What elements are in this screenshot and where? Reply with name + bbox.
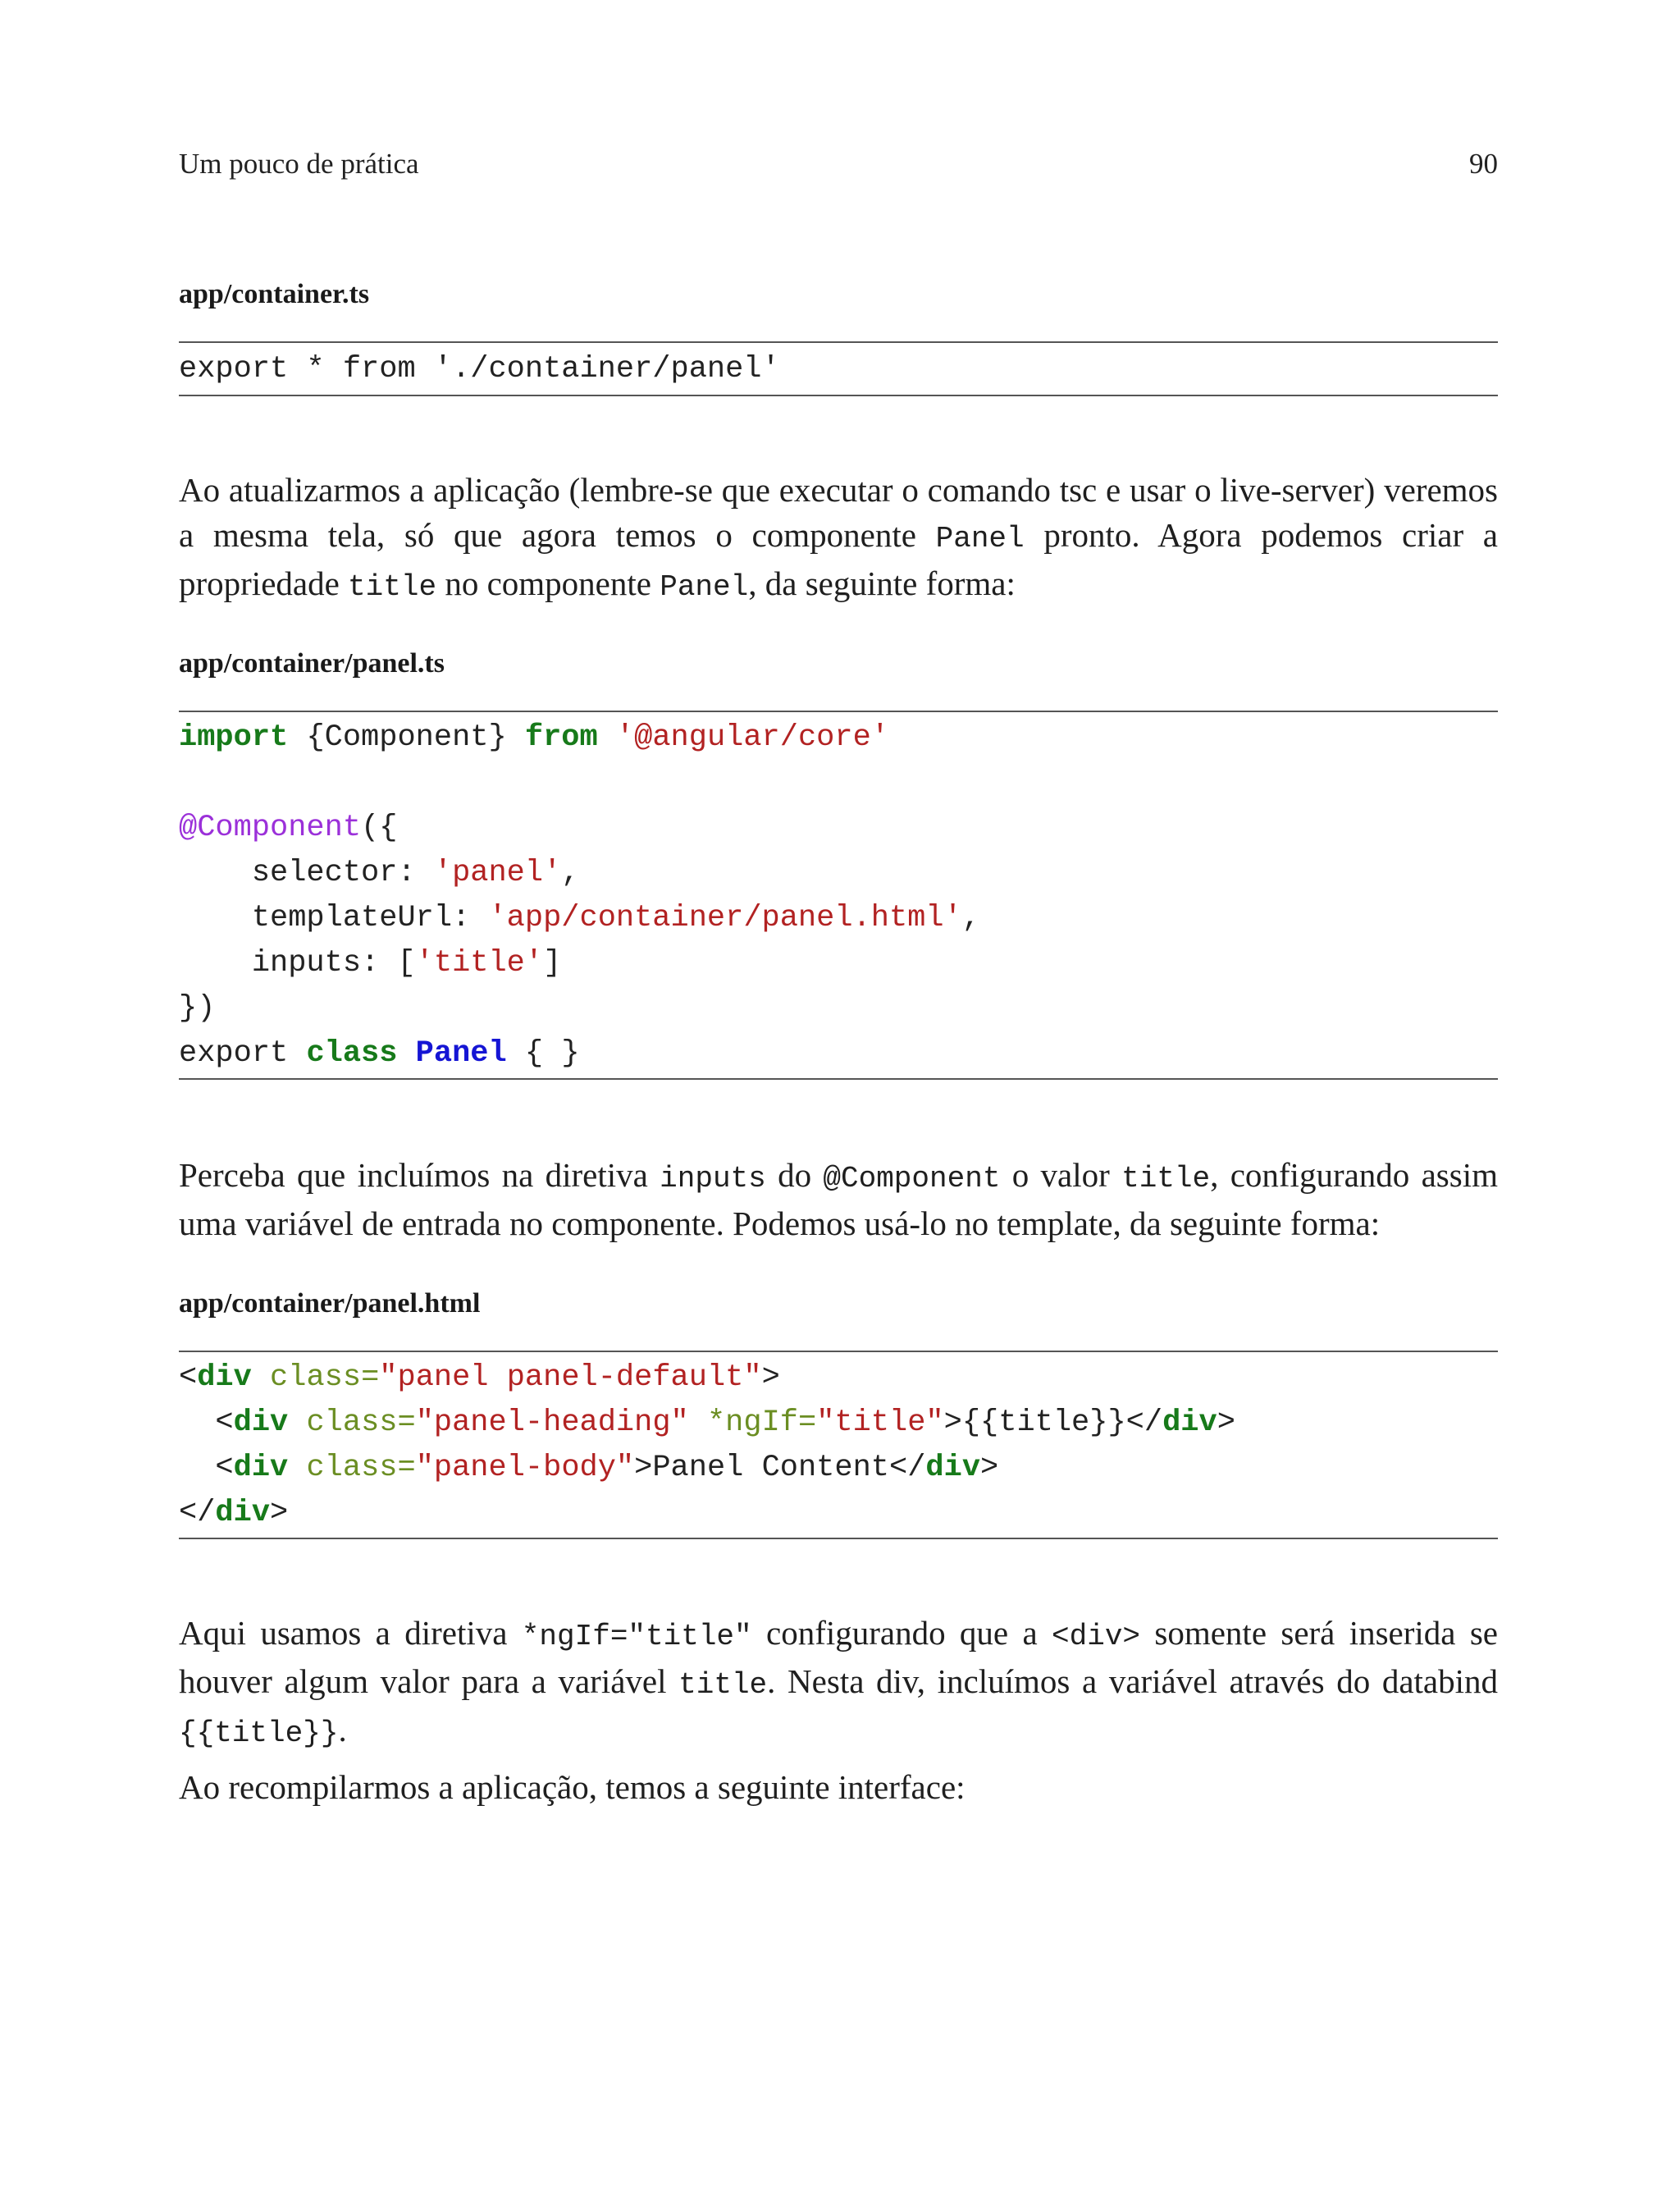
code-text: selector: (179, 856, 434, 890)
html-tag: div (215, 1496, 271, 1530)
code-block (179, 1351, 1498, 1539)
code-line-empty (179, 761, 1498, 806)
code-filename: app/container/panel.html (179, 1288, 481, 1319)
code-filename: app/container/panel.ts (179, 648, 445, 679)
text-run: Ao atualizarmos a aplicação (lembre-se que executar o comando tsc e usar o live-server) veremos a mesma tela, só que agora temos o componente (179, 471, 1498, 554)
attribute-value: "panel-body" (415, 1451, 635, 1485)
code-text: ] (543, 946, 562, 981)
html-tag: div (233, 1451, 289, 1485)
inline-code: Panel (660, 570, 749, 604)
inline-code: {{title}} (179, 1716, 339, 1750)
text-run: . Nesta div, incluímos a variável através do databind (767, 1662, 1499, 1700)
string: 'panel' (433, 856, 562, 890)
class-name: Panel (397, 1036, 507, 1071)
code-text: > (1217, 1406, 1235, 1440)
code-line (179, 941, 1498, 986)
html-tag: div (197, 1360, 252, 1395)
code-text: inputs: [ (179, 946, 416, 981)
text-run: , configurando assim uma variável de entrada no componente. Podemos usá-lo no template, da seguinte forma: (179, 1156, 1498, 1242)
html-attribute: *ngIf= (688, 1406, 817, 1440)
inline-code: @Component (823, 1162, 1001, 1195)
code-text: { } (506, 1036, 580, 1071)
code-text: </ (179, 1496, 216, 1530)
code-line (179, 1446, 1498, 1491)
html-tag: div (233, 1406, 289, 1440)
code-text: >{{title}}</ (943, 1406, 1163, 1440)
code-text: , (961, 901, 980, 935)
paragraph (179, 468, 1498, 610)
text-run: , da seguinte forma: (748, 565, 1016, 602)
html-attribute: class= (251, 1360, 380, 1395)
text-run: do (765, 1156, 824, 1194)
code-line (179, 715, 1498, 761)
keyword: from (524, 720, 598, 755)
text-run: pronto. Agora podemos criar a propriedade (179, 516, 1499, 602)
text-run: Perceba que incluímos na diretiva (179, 1156, 660, 1194)
code-line: }) (179, 991, 216, 1026)
code-filename: app/container.ts (179, 279, 370, 309)
keyword: class (306, 1036, 398, 1071)
string: 'app/container/panel.html' (488, 901, 962, 935)
code-text: , (561, 856, 580, 890)
code-line (179, 1491, 1498, 1536)
attribute-value: "panel panel-default" (379, 1360, 762, 1395)
code-text: export (179, 1036, 307, 1071)
paragraph (179, 1153, 1498, 1246)
attribute-value: "title" (816, 1406, 944, 1440)
inline-code: title (348, 570, 437, 604)
code-text: > (980, 1451, 999, 1485)
string: 'title' (415, 946, 544, 981)
inline-code: title (678, 1668, 768, 1702)
text-run: . (338, 1711, 347, 1748)
inline-code: Panel (935, 522, 1025, 555)
html-tag: div (925, 1451, 981, 1485)
string: '@angular/core' (597, 720, 889, 755)
code-text: > (761, 1360, 780, 1395)
section-title: Um pouco de prática (179, 148, 419, 180)
code-line (179, 851, 1498, 896)
code-line (179, 1031, 1498, 1077)
attribute-value: "panel-heading" (415, 1406, 689, 1440)
paragraph: Ao recompilarmos a aplicação, temos a seguinte interface: (179, 1768, 966, 1806)
text-run: somente será inserida se houver algum valor para a variável (179, 1614, 1498, 1700)
code-text: ({ (361, 811, 398, 845)
code-block (179, 711, 1498, 1080)
inline-code: *ngIf="title" (521, 1620, 752, 1653)
decorator: @Component (179, 811, 362, 845)
html-tag: div (1162, 1406, 1217, 1440)
html-attribute: class= (288, 1451, 416, 1485)
paragraph (179, 1611, 1498, 1756)
text-run: configurando que a (751, 1614, 1052, 1652)
inline-code: title (1121, 1162, 1211, 1195)
code-text: templateUrl: (179, 901, 489, 935)
page-number: 90 (1469, 148, 1498, 180)
inline-code: <div> (1052, 1620, 1141, 1653)
running-header (179, 148, 1498, 189)
text-run: Aqui usamos a diretiva (179, 1614, 522, 1652)
code-text: < (179, 1451, 234, 1485)
html-attribute: class= (288, 1406, 416, 1440)
code-text: > (270, 1496, 289, 1530)
text-run: no componente (436, 565, 660, 602)
code-line (179, 896, 1498, 941)
code-text: >Panel Content</ (634, 1451, 926, 1485)
code-block (179, 341, 1498, 396)
text-run: o valor (1000, 1156, 1122, 1194)
code-line: export * from './container/panel' (179, 352, 780, 386)
inline-code: inputs (660, 1162, 766, 1195)
code-line (179, 1401, 1498, 1446)
keyword: import (179, 720, 289, 755)
code-text: < (179, 1406, 234, 1440)
code-line (179, 1355, 1498, 1401)
code-text: {Component} (288, 720, 525, 755)
code-line (179, 806, 1498, 851)
code-text: < (179, 1360, 198, 1395)
